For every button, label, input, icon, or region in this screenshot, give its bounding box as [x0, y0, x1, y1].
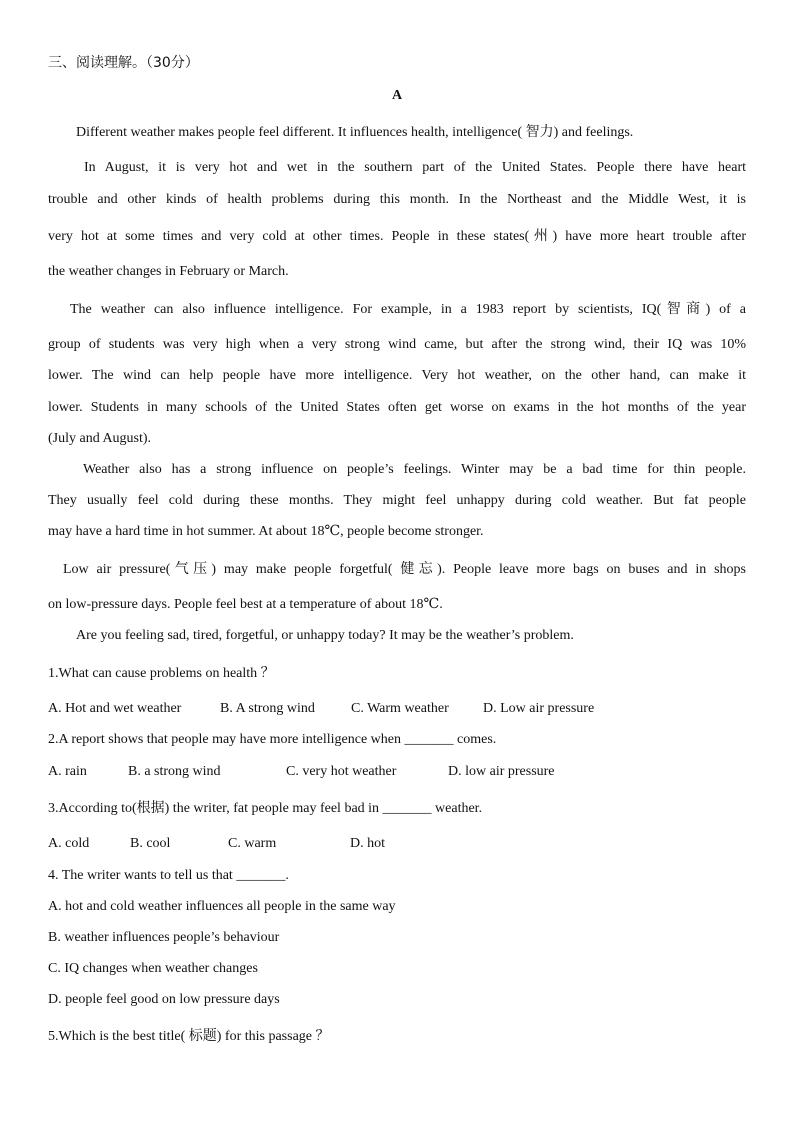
question-3-option-c: C. warm: [228, 836, 277, 851]
paragraph-3-line-4: lower. Students in many schools of the United States often get worse on exams in the hot months of the year: [48, 400, 746, 415]
question-1-option-c: C. Warm weather: [351, 701, 449, 716]
paragraph-2-line-2: trouble and other kinds of health problems during this month. In the Northeast and the Middle West, it is: [48, 192, 746, 207]
passage-title: A: [391, 88, 403, 103]
question-3-option-a: A. cold: [48, 836, 90, 851]
paragraph-6: Are you feeling sad, tired, forgetful, or unhappy today? It may be the weather’s problem.: [76, 628, 574, 643]
paragraph-2-line-3: very hot at some times and very cold at other times. People in these states(州) have more heart trouble after: [48, 229, 746, 244]
question-2-option-d: D. low air pressure: [448, 764, 555, 779]
paragraph-3-line-3: lower. The wind can help people have more intelligence. Very hot weather, on the other hand, can make it: [48, 368, 746, 383]
question-4-option-d: D. people feel good on low pressure days: [48, 992, 280, 1007]
paragraph-4-line-2: They usually feel cold during these months. They might feel unhappy during cold weather. But fat people: [48, 493, 746, 508]
question-5-stem: 5.Which is the best title( 标题) for this passage ？: [48, 1029, 330, 1044]
question-1-option-d: D. Low air pressure: [483, 701, 595, 716]
paragraph-2-line-4: the weather changes in February or March.: [48, 264, 289, 279]
paragraph-3-line-2: group of students was very high when a very strong wind came, but after the strong wind, their IQ was 10%: [48, 337, 746, 352]
question-1-option-a: A. Hot and wet weather: [48, 701, 182, 716]
question-4-option-b: B. weather influences people’s behaviour: [48, 930, 280, 945]
section-heading: 三、阅读理解。（30分）: [48, 55, 199, 71]
question-2-option-b: B. a strong wind: [128, 764, 221, 779]
question-4-option-c: C. IQ changes when weather changes: [48, 961, 258, 976]
question-1-option-b: B. A strong wind: [220, 701, 315, 716]
paragraph-3-line-1: The weather can also influence intelligence. For example, in a 1983 report by scientists, IQ(智商) of a: [70, 302, 746, 317]
paragraph-4-line-1: Weather also has a strong influence on people’s feelings. Winter may be a bad time for thin people.: [83, 462, 746, 477]
question-2-option-a: A. rain: [48, 764, 87, 779]
paragraph-3-line-5: (July and August).: [48, 431, 152, 446]
question-3-options: [48, 835, 385, 853]
question-2-stem: 2.A report shows that people may have more intelligence when _______ comes.: [48, 732, 497, 747]
question-3-stem: 3.According to(根据) the writer, fat people may feel bad in _______ weather.: [48, 801, 483, 816]
question-1-stem: 1.What can cause problems on health ？: [48, 666, 275, 681]
paragraph-2-line-1: In August, it is very hot and wet in the southern part of the United States. People there have heart: [84, 160, 746, 175]
paragraph-5-line-2: on low-pressure days. People feel best at a temperature of about 18℃.: [48, 597, 443, 612]
question-2-option-c: C. very hot weather: [286, 764, 397, 779]
paragraph-1: Different weather makes people feel different. It influences health, intelligence( 智力) and feelings.: [76, 125, 634, 140]
question-4-stem: 4. The writer wants to tell us that _______.: [48, 868, 289, 883]
question-3-option-d: D. hot: [350, 836, 385, 851]
paragraph-5-line-1: Low air pressure(气压) may make people forgetful( 健忘). People leave more bags on buses and in shops: [63, 562, 746, 577]
question-4-option-a: A. hot and cold weather influences all people in the same way: [48, 899, 396, 914]
question-2-options: [48, 763, 555, 781]
question-1-options: [48, 700, 594, 718]
paragraph-4-line-3: may have a hard time in hot summer. At about 18℃, people become stronger.: [48, 524, 484, 539]
question-3-option-b: B. cool: [130, 836, 171, 851]
